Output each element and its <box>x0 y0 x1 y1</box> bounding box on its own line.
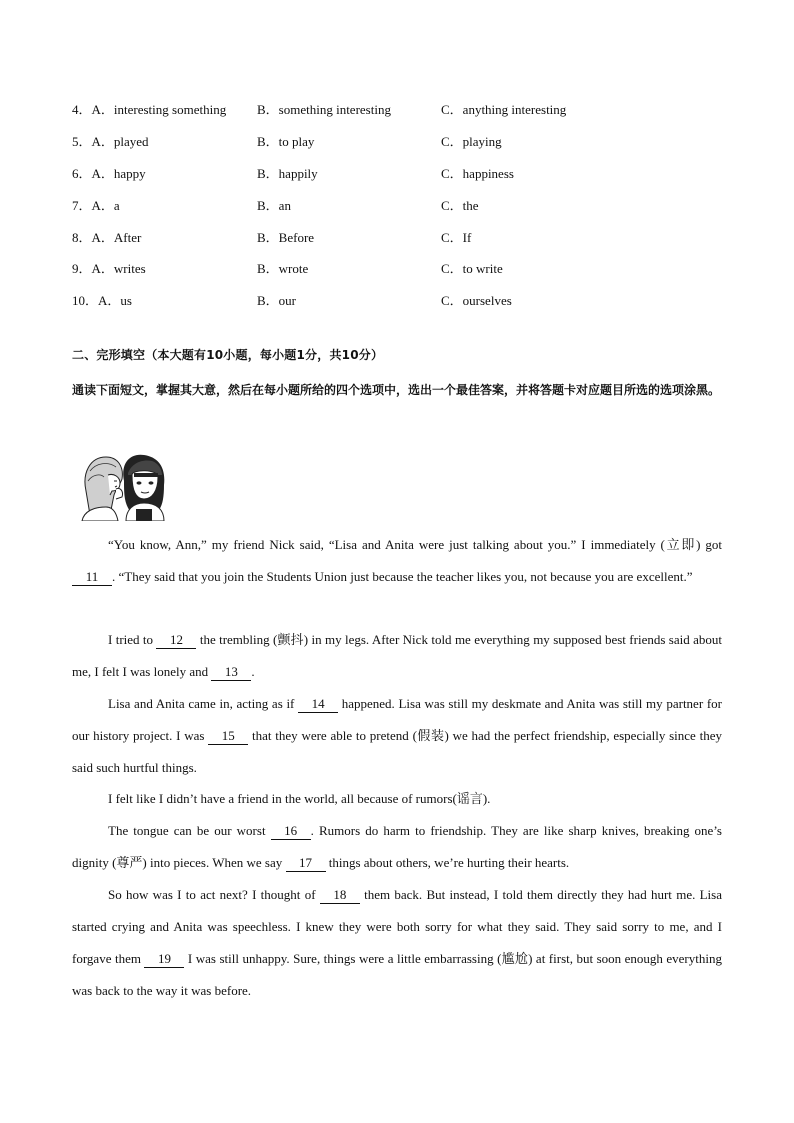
section-title: 二、完形填空（本大题有10小题，每小题1分，共10分） <box>72 348 384 362</box>
blank-11[interactable]: 11 <box>72 569 112 586</box>
option-c: C．the <box>441 198 479 213</box>
blank-15[interactable]: 15 <box>208 728 248 745</box>
option-c: C．ourselves <box>441 293 512 308</box>
option-b: B．something interesting <box>257 102 391 117</box>
blank-16[interactable]: 16 <box>271 823 311 840</box>
option-a: 8．A．After <box>72 230 142 245</box>
option-c: C．playing <box>441 134 502 149</box>
option-b: B．our <box>257 293 297 308</box>
option-b: B．happily <box>257 166 318 181</box>
whispering-girls-illustration <box>80 451 168 521</box>
passage-paragraph-2: I tried to 12 the trembling (颤抖) in my legs. After Nick told me everything my supposed best friends said about me, I felt I was lonely and 13 . <box>72 632 723 679</box>
passage-paragraph-4: I felt like I didn’t have a friend in the world, all because of rumors(谣言). <box>108 791 491 806</box>
blank-19[interactable]: 19 <box>144 951 184 968</box>
blank-13[interactable]: 13 <box>211 664 251 681</box>
blank-18[interactable]: 18 <box>320 887 360 904</box>
option-c: C．to write <box>441 261 503 276</box>
option-c: C．happiness <box>441 166 514 181</box>
passage-paragraph-1: “You know, Ann,” my friend Nick said, “Lisa and Anita were just talking about you.” I immediately (立即) got 11 . “They said that you join the Students Union just because the teacher likes you, not because you are excellent.” <box>72 529 722 593</box>
option-c: C．anything interesting <box>441 102 567 117</box>
option-a: 5．A．played <box>72 134 149 149</box>
option-b: B．an <box>257 198 291 213</box>
blank-17[interactable]: 17 <box>286 855 326 872</box>
passage-paragraph-5: The tongue can be our worst 16 . Rumors do harm to friendship. They are like sharp knives, breaking one’s dignity (尊严) into pieces. When we say 17 things about others, we’re hurting their hearts. <box>72 823 722 870</box>
passage-paragraph-6: So how was I to act next? I thought of 18 them back. But instead, I told them directly they had hurt me. Lisa started crying and Anita was speechless. I knew they were both sorry for what they said. They said sorry to me, and I forgave them 19 I was still unhappy. Sure, things were a little embarrassing (尴尬) at first, but soon enough everything was back to the way it was before. <box>72 887 723 998</box>
option-a: 10．A．us <box>72 293 132 308</box>
option-a: 4．A．interesting something <box>72 102 227 117</box>
blank-14[interactable]: 14 <box>298 696 338 713</box>
option-a: 7．A．a <box>72 198 120 213</box>
section-instruction: 通读下面短文，掌握其大意，然后在每小题所给的四个选项中，选出一个最佳答案，并将答题卡对应题目所选的选项涂黑。 <box>72 383 721 397</box>
option-b: B．Before <box>257 230 315 245</box>
passage-paragraph-3: Lisa and Anita came in, acting as if 14 happened. Lisa was still my deskmate and Anita was still my partner for our history project. I was 15 that they were able to pretend (假装) we had the perfect friendship, especially since they said such hurtful things. <box>72 696 722 775</box>
option-c: C．If <box>441 230 472 245</box>
option-a: 9．A．writes <box>72 261 146 276</box>
blank-12[interactable]: 12 <box>156 632 196 649</box>
option-a: 6．A．happy <box>72 166 146 181</box>
option-b: B．wrote <box>257 261 309 276</box>
option-b: B．to play <box>257 134 315 149</box>
